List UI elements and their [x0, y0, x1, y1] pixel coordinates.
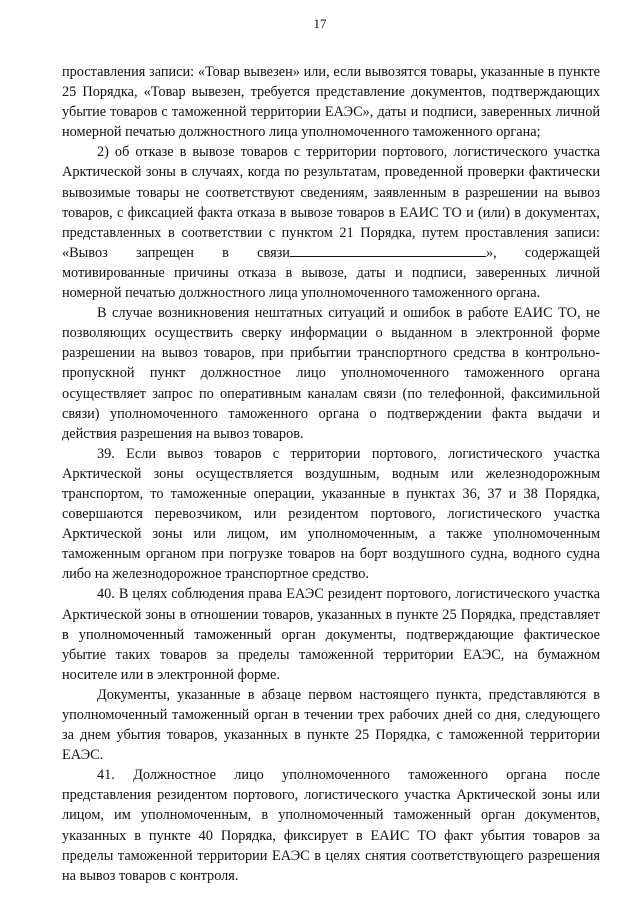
page-number: 17: [313, 16, 327, 31]
blank-fill-line: [290, 243, 486, 257]
paragraph-item-40: 40. В целях соблюдения права ЕАЭС резидент портового, логистического участка Арктической зоны в отношении товаров, указанных в пункте 25 Порядка, представляет в уполномоченный таможенный орган документы, подтверждающие фактическое убытие таких товаров за пределы таможенной территории ЕАЭС, на бумажном носителе или в электронной форме.: [62, 586, 600, 683]
paragraph-refusal-text-after: », содержащей мотивированные причины отказа в вывозе, даты и подписи, заверенных личной номерной печатью должностного лица уполномоченного таможенного органа.: [62, 244, 600, 302]
paragraph-item-39: 39. Если вывоз товаров с территории портового, логистического участка Арктической зоны осуществляется воздушным, водным или железнодорожным транспортом, то таможенные операции, указанные в пунктах 36, 37 и 38 Порядка, совершаются перевозчиком, или резидентом портового, логистического участка Арктической зоны или лицом, им уполномоченным, а также уполномоченным таможенным органом при погрузке товаров на борт воздушного судна, водного судна либо на железнодорожное транспортное средство.: [62, 445, 600, 583]
paragraph-refusal-item: [62, 142, 600, 303]
paragraph-item-41: 41. Должностное лицо уполномоченного таможенного органа после представления резидентом портового, логистического участка Арктической зоны или лицом, им уполномоченным, в уполномоченный таможенный орган документов, указанных в пункте 40 Порядка, фиксирует в ЕАИС ТО факт убытия товаров за пределы таможенной территории ЕАЭС в целях снятия соответствующего разрешения на вывоз товаров с контроля.: [62, 767, 600, 884]
paragraph-item-40-documents: Документы, указанные в абзаце первом настоящего пункта, представляются в уполномоченный таможенный орган в течении трех рабочих дней со дня, следующего за днем убытия товаров, указанных в пункте 25 Порядка, с таможенной территории ЕАЭС.: [62, 686, 600, 764]
paragraph-system-failure: В случае возникновения нештатных ситуаций и ошибок в работе ЕАИС ТО, не позволяющих осуществить сверку информации о выданном в электронной форме разрешении на вывоз товаров, при прибытии транспортного средства в контрольно-пропускной пункт должностное лицо уполномоченного таможенного органа осуществляет запрос по оперативным каналам связи (по телефонной, факсимильной связи) уполномоченного таможенного органа о подтверждении факта выдачи и действия разрешения на вывоз товаров.: [62, 305, 600, 442]
paragraph-refusal-text-before: 2) об отказе в вывозе товаров с территории портового, логистического участка Арктической зоны в случаях, когда по результатам, проведенной проверки фактически вывозимые товары не соответствуют сведениям, заявленным в разрешении на вывоз товаров, с фиксацией факта отказа в вывозе товаров в ЕАИС ТО и (или) в документах, представленных в соответствии с пунктом 21 Порядка, путем проставления записи: «Вывоз запрещен в связи: [62, 144, 600, 261]
paragraph-continuation: проставления записи: «Товар вывезен» или, если вывозятся товары, указанные в пункте 25 Порядка, «Товар вывезен, требуется представление документов, подтверждающих убытие товаров с таможенной территории ЕАЭС», даты и подписи, заверенных личной номерной печатью должностного лица уполномоченного таможенного органа;: [62, 64, 600, 141]
document-body: [62, 62, 600, 886]
